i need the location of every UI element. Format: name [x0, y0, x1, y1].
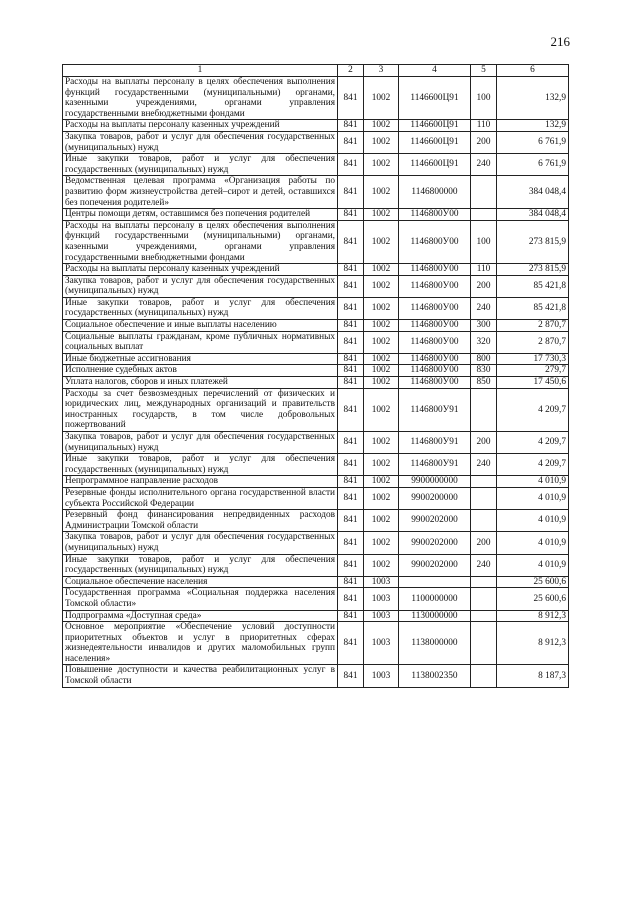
row-section-code: 1002: [364, 365, 399, 377]
budget-table: [62, 64, 569, 688]
row-target-article: 1138000000: [399, 622, 471, 665]
row-ministry-code: 841: [338, 554, 364, 576]
row-amount: 4 010,9: [497, 487, 569, 509]
row-expense-type: [471, 510, 497, 532]
row-amount: 85 421,8: [497, 275, 569, 297]
row-amount: 17 730,3: [497, 353, 569, 365]
row-amount: 8 187,3: [497, 665, 569, 687]
row-target-article: 1146800У00: [399, 264, 471, 276]
row-section-code: 1003: [364, 622, 399, 665]
row-target-article: 1146600Ц91: [399, 131, 471, 153]
row-expense-type: 240: [471, 554, 497, 576]
row-section-code: 1002: [364, 454, 399, 476]
row-description: Расходы на выплаты персоналу казенных учреждений: [63, 120, 338, 132]
row-section-code: 1003: [364, 665, 399, 687]
row-description: Социальные выплаты гражданам, кроме публичных нормативных социальных выплат: [63, 331, 338, 353]
row-expense-type: [471, 622, 497, 665]
row-description: Закупка товаров, работ и услуг для обеспечения государственных (муниципальных) нужд: [63, 432, 338, 454]
row-amount: 384 048,4: [497, 209, 569, 221]
row-expense-type: 200: [471, 432, 497, 454]
table-row: [63, 176, 569, 209]
row-target-article: 1146600Ц91: [399, 77, 471, 120]
header-col-4: 4: [399, 65, 471, 77]
row-ministry-code: 841: [338, 365, 364, 377]
row-target-article: 1146800У00: [399, 220, 471, 263]
row-description: Иные бюджетные ассигнования: [63, 353, 338, 365]
row-section-code: 1002: [364, 131, 399, 153]
row-ministry-code: 841: [338, 154, 364, 176]
table-row: [63, 154, 569, 176]
row-description: Расходы на выплаты персоналу казенных учреждений: [63, 264, 338, 276]
row-amount: 6 761,9: [497, 154, 569, 176]
row-description: Иные закупки товаров, работ и услуг для обеспечения государственных (муниципальных) нужд: [63, 554, 338, 576]
row-section-code: 1002: [364, 220, 399, 263]
row-amount: 132,9: [497, 77, 569, 120]
table-body: [63, 77, 569, 688]
table-row: [63, 377, 569, 389]
header-col-2: 2: [338, 65, 364, 77]
row-amount: 85 421,8: [497, 297, 569, 319]
row-ministry-code: 841: [338, 77, 364, 120]
row-expense-type: 800: [471, 353, 497, 365]
row-expense-type: 240: [471, 297, 497, 319]
table-row: [63, 120, 569, 132]
row-description: Подпрограмма «Доступная среда»: [63, 610, 338, 622]
row-target-article: 1146800У91: [399, 432, 471, 454]
row-expense-type: 110: [471, 264, 497, 276]
row-section-code: 1002: [364, 154, 399, 176]
table-row: [63, 353, 569, 365]
row-target-article: 1146800000: [399, 176, 471, 209]
row-target-article: 1100000000: [399, 588, 471, 610]
header-col-1: 1: [63, 65, 338, 77]
row-target-article: 1146800У00: [399, 209, 471, 221]
row-target-article: 1146800У00: [399, 297, 471, 319]
table-row: [63, 388, 569, 431]
row-expense-type: 110: [471, 120, 497, 132]
row-expense-type: [471, 388, 497, 431]
row-ministry-code: 841: [338, 220, 364, 263]
row-ministry-code: 841: [338, 131, 364, 153]
row-description: Закупка товаров, работ и услуг для обеспечения государственных (муниципальных) нужд: [63, 532, 338, 554]
row-section-code: 1002: [364, 331, 399, 353]
row-section-code: 1002: [364, 176, 399, 209]
row-expense-type: 100: [471, 77, 497, 120]
row-description: Основное мероприятие «Обеспечение условий доступности приоритетных объектов и услуг в приоритетных сферах жизнедеятельности инвалидов и других маломобильных групп населения»: [63, 622, 338, 665]
row-section-code: 1002: [364, 377, 399, 389]
row-amount: 17 450,6: [497, 377, 569, 389]
row-section-code: 1002: [364, 120, 399, 132]
row-amount: 4 010,9: [497, 554, 569, 576]
row-section-code: 1002: [364, 353, 399, 365]
row-expense-type: 830: [471, 365, 497, 377]
row-section-code: 1002: [364, 275, 399, 297]
row-description: Иные закупки товаров, работ и услуг для обеспечения государственных (муниципальных) нужд: [63, 454, 338, 476]
row-ministry-code: 841: [338, 432, 364, 454]
row-description: Резервные фонды исполнительного органа государственной власти субъекта Российской Федерации: [63, 487, 338, 509]
row-ministry-code: 841: [338, 320, 364, 332]
row-amount: 384 048,4: [497, 176, 569, 209]
row-ministry-code: 841: [338, 622, 364, 665]
row-ministry-code: 841: [338, 353, 364, 365]
row-description: Повышение доступности и качества реабилитационных услуг в Томской области: [63, 665, 338, 687]
row-ministry-code: 841: [338, 510, 364, 532]
row-description: Закупка товаров, работ и услуг для обеспечения государственных (муниципальных) нужд: [63, 131, 338, 153]
row-description: Социальное обеспечение населения: [63, 576, 338, 588]
row-section-code: 1002: [364, 264, 399, 276]
row-ministry-code: 841: [338, 532, 364, 554]
table-row: [63, 487, 569, 509]
row-expense-type: 240: [471, 154, 497, 176]
table-row: [63, 220, 569, 263]
row-target-article: 1146800У00: [399, 353, 471, 365]
row-ministry-code: 841: [338, 120, 364, 132]
table-row: [63, 622, 569, 665]
row-section-code: 1002: [364, 510, 399, 532]
row-description: Иные закупки товаров, работ и услуг для обеспечения государственных (муниципальных) нужд: [63, 297, 338, 319]
row-expense-type: 200: [471, 275, 497, 297]
row-ministry-code: 841: [338, 176, 364, 209]
row-description: Закупка товаров, работ и услуг для обеспечения государственных (муниципальных) нужд: [63, 275, 338, 297]
row-section-code: 1002: [364, 209, 399, 221]
row-target-article: 1146800У91: [399, 454, 471, 476]
row-section-code: 1003: [364, 588, 399, 610]
row-section-code: 1002: [364, 320, 399, 332]
row-target-article: 1146800У00: [399, 320, 471, 332]
row-section-code: 1002: [364, 532, 399, 554]
row-description: Расходы за счет безвозмездных перечислений от физических и юридических лиц, международных организаций и правительств иностранных государств, в том числе добровольных пожертвований: [63, 388, 338, 431]
table-row: [63, 297, 569, 319]
row-target-article: 9900202000: [399, 554, 471, 576]
table-row: [63, 476, 569, 488]
row-expense-type: 300: [471, 320, 497, 332]
row-description: Исполнение судебных актов: [63, 365, 338, 377]
row-target-article: 1146800У91: [399, 388, 471, 431]
row-target-article: 9900000000: [399, 476, 471, 488]
row-target-article: 1146800У00: [399, 275, 471, 297]
row-target-article: 1146600Ц91: [399, 120, 471, 132]
table-row: [63, 510, 569, 532]
row-target-article: 1130000000: [399, 610, 471, 622]
row-target-article: 1146800У00: [399, 331, 471, 353]
row-expense-type: [471, 176, 497, 209]
row-description: Иные закупки товаров, работ и услуг для обеспечения государственных (муниципальных) нужд: [63, 154, 338, 176]
row-target-article: 1146600Ц91: [399, 154, 471, 176]
row-amount: 25 600,6: [497, 588, 569, 610]
row-section-code: 1003: [364, 610, 399, 622]
row-ministry-code: 841: [338, 377, 364, 389]
row-amount: 2 870,7: [497, 320, 569, 332]
row-section-code: 1002: [364, 487, 399, 509]
row-description: Центры помощи детям, оставшимся без попечения родителей: [63, 209, 338, 221]
row-amount: 4 209,7: [497, 454, 569, 476]
row-amount: 4 209,7: [497, 388, 569, 431]
row-description: Резервный фонд финансирования непредвиденных расходов Администрации Томской области: [63, 510, 338, 532]
row-amount: 273 815,9: [497, 264, 569, 276]
table-row: [63, 610, 569, 622]
row-expense-type: 100: [471, 220, 497, 263]
table-row: [63, 331, 569, 353]
table-row: [63, 532, 569, 554]
table-header-row: [63, 65, 569, 77]
row-expense-type: [471, 588, 497, 610]
table-row: [63, 209, 569, 221]
row-amount: 4 209,7: [497, 432, 569, 454]
row-expense-type: [471, 610, 497, 622]
row-target-article: 1146800У00: [399, 377, 471, 389]
row-ministry-code: 841: [338, 388, 364, 431]
row-description: Расходы на выплаты персоналу в целях обеспечения выполнения функций государственными (муниципальными) органами, казенными учреждениями, органами управления государственными внебюджетными фондами: [63, 77, 338, 120]
row-target-article: 9900200000: [399, 487, 471, 509]
row-description: Непрограммное направление расходов: [63, 476, 338, 488]
table-row: [63, 576, 569, 588]
table-row: [63, 365, 569, 377]
header-col-5: 5: [471, 65, 497, 77]
row-amount: 25 600,6: [497, 576, 569, 588]
row-ministry-code: 841: [338, 610, 364, 622]
row-description: Расходы на выплаты персоналу в целях обеспечения выполнения функций государственными (муниципальными) органами, казенными учреждениями, органами управления государственными внебюджетными фондами: [63, 220, 338, 263]
page-number: 216: [550, 34, 570, 49]
row-description: Ведомственная целевая программа «Организация работы по развитию форм жизнеустройства детей–сирот и детей, оставшихся без попечения родителей»: [63, 176, 338, 209]
row-amount: 8 912,3: [497, 610, 569, 622]
row-ministry-code: 841: [338, 297, 364, 319]
table-row: [63, 432, 569, 454]
row-expense-type: [471, 487, 497, 509]
table-row: [63, 131, 569, 153]
row-section-code: 1002: [364, 77, 399, 120]
row-section-code: 1002: [364, 554, 399, 576]
row-ministry-code: 841: [338, 476, 364, 488]
row-target-article: 9900202000: [399, 510, 471, 532]
row-target-article: 1146800У00: [399, 365, 471, 377]
row-amount: 6 761,9: [497, 131, 569, 153]
table-row: [63, 665, 569, 687]
row-amount: 2 870,7: [497, 331, 569, 353]
row-description: Социальное обеспечение и иные выплаты населению: [63, 320, 338, 332]
row-description: Уплата налогов, сборов и иных платежей: [63, 377, 338, 389]
row-amount: 4 010,9: [497, 532, 569, 554]
row-amount: 132,9: [497, 120, 569, 132]
row-amount: 8 912,3: [497, 622, 569, 665]
row-amount: 4 010,9: [497, 476, 569, 488]
table-row: [63, 588, 569, 610]
table-row: [63, 275, 569, 297]
table-row: [63, 554, 569, 576]
row-target-article: 1138002350: [399, 665, 471, 687]
table-row: [63, 264, 569, 276]
row-ministry-code: 841: [338, 665, 364, 687]
table-row: [63, 320, 569, 332]
row-expense-type: [471, 665, 497, 687]
row-section-code: 1002: [364, 388, 399, 431]
row-ministry-code: 841: [338, 275, 364, 297]
row-expense-type: 200: [471, 532, 497, 554]
header-col-6: 6: [497, 65, 569, 77]
row-expense-type: 320: [471, 331, 497, 353]
row-target-article: 9900202000: [399, 532, 471, 554]
row-section-code: 1002: [364, 297, 399, 319]
row-ministry-code: 841: [338, 209, 364, 221]
row-section-code: 1002: [364, 432, 399, 454]
row-ministry-code: 841: [338, 331, 364, 353]
row-expense-type: [471, 576, 497, 588]
row-ministry-code: 841: [338, 264, 364, 276]
row-expense-type: 200: [471, 131, 497, 153]
row-section-code: 1002: [364, 476, 399, 488]
row-description: Государственная программа «Социальная поддержка населения Томской области»: [63, 588, 338, 610]
row-amount: 4 010,9: [497, 510, 569, 532]
table-row: [63, 454, 569, 476]
row-expense-type: 850: [471, 377, 497, 389]
row-section-code: 1003: [364, 576, 399, 588]
row-amount: 279,7: [497, 365, 569, 377]
row-ministry-code: 841: [338, 487, 364, 509]
row-ministry-code: 841: [338, 454, 364, 476]
header-col-3: 3: [364, 65, 399, 77]
row-target-article: [399, 576, 471, 588]
row-expense-type: 240: [471, 454, 497, 476]
row-amount: 273 815,9: [497, 220, 569, 263]
row-expense-type: [471, 209, 497, 221]
row-expense-type: [471, 476, 497, 488]
row-ministry-code: 841: [338, 576, 364, 588]
table-row: [63, 77, 569, 120]
row-ministry-code: 841: [338, 588, 364, 610]
